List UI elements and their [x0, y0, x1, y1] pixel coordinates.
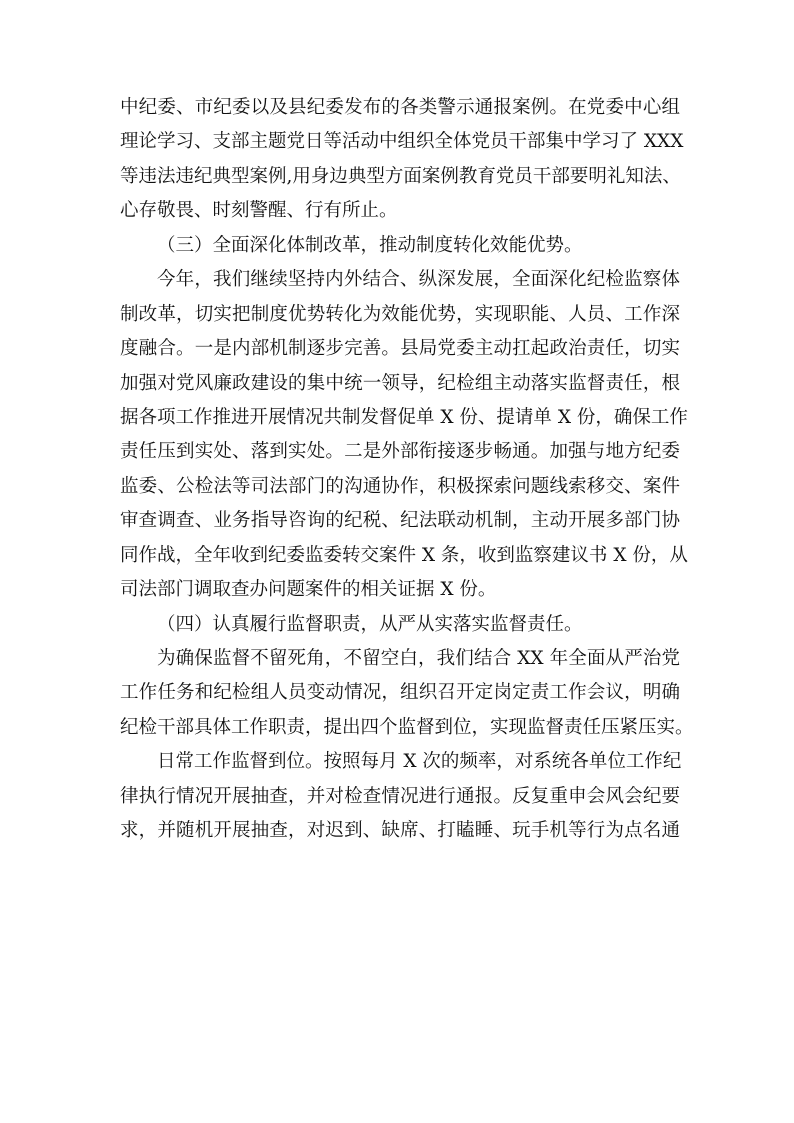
paragraph-line: 责任压到实处、落到实处。二是外部衔接逐步畅通。加强与地方纪委: [120, 441, 680, 463]
paragraph-line: 理论学习、支部主题党日等活动中组织全体党员干部集中学习了 XXX: [120, 131, 684, 153]
paragraph-line: 据各项工作推进开展情况共制发督促单 X 份、提请单 X 份，确保工作: [120, 406, 688, 428]
paragraph-line: 监委、公检法等司法部门的沟通协作，积极探索问题线索移交、案件: [120, 475, 680, 497]
paragraph-line: 审查调查、业务指导咨询的纪税、纪法联动机制，主动开展多部门协: [120, 510, 680, 532]
paragraph-line: 纪检干部具体工作职责，提出四个监督到位，实现监督责任压紧压实。: [120, 716, 694, 738]
paragraph-first-line: 日常工作监督到位。按照每月 X 次的频率，对系统各单位工作纪: [157, 751, 682, 773]
paragraph-first-line: （三）全面深化体制改革，推动制度转化效能优势。: [157, 234, 583, 256]
paragraph-first-line: 今年，我们继续坚持内外结合、纵深发展，全面深化纪检监察体: [157, 269, 680, 291]
paragraph-line: 心存敬畏、时刻警醒、行有所止。: [120, 200, 398, 222]
paragraph-line: 加强对党风廉政建设的集中统一领导，纪检组主动落实监督责任，根: [120, 372, 680, 394]
paragraph-line: 等违法违纪典型案例,用身边典型方面案例教育党员干部要明礼知法、: [120, 165, 681, 187]
paragraph-line: 律执行情况开展抽查，并对检查情况进行通报。反复重申会风会纪要: [120, 785, 680, 807]
paragraph-first-line: 为确保监督不留死角，不留空白，我们结合 XX 年全面从严治党: [157, 648, 680, 669]
paragraph-line: 司法部门调取查办问题案件的相关证据 X 份。: [120, 579, 497, 601]
paragraph-line: 中纪委、市纪委以及县纪委发布的各类警示通报案例。在党委中心组: [120, 97, 680, 118]
paragraph-line: 度融合。一是内部机制逐步完善。县局党委主动扛起政治责任，切实: [120, 338, 680, 360]
paragraph-line: 同作战，全年收到纪委监委转交案件 X 条，收到监察建议书 X 份，从: [120, 544, 688, 566]
paragraph-line: 求，并随机开展抽查，对迟到、缺席、打瞌睡、玩手机等行为点名通: [120, 820, 680, 842]
body-text: [120, 91, 694, 849]
paragraph-line: 工作任务和纪检组人员变动情况，组织召开定岗定责工作会议，明确: [120, 682, 680, 704]
paragraph-line: 制改革，切实把制度优势转化为效能优势，实现职能、人员、工作深: [120, 303, 680, 325]
paragraph-first-line: （四）认真履行监督职责，从严从实落实监督责任。: [157, 613, 583, 635]
